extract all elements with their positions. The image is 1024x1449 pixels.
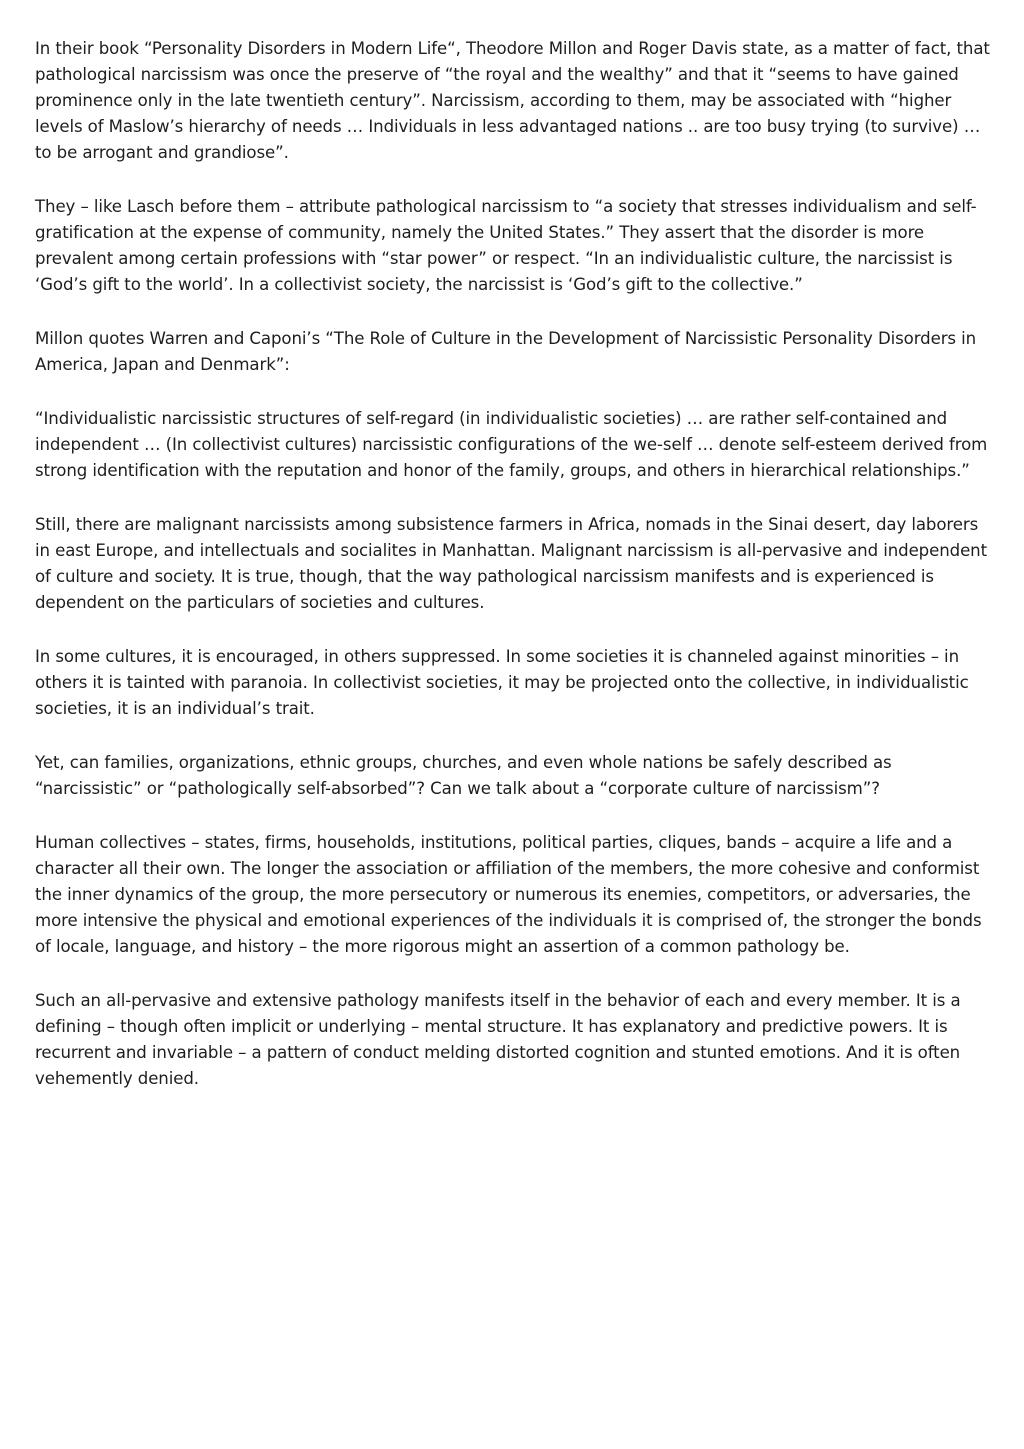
paragraph-4-quote: “Individualistic narcissistic structures of self-regard (in individualistic societies) … are rather self-contained and independent … (In collectivist cultures) narcissistic configurations of the we-self … denote self-esteem derived from strong identification with the reputation and honor of the family, groups, and others in hierarchical relationships.” xyxy=(35,409,988,480)
paragraph-9: Such an all-pervasive and extensive pathology manifests itself in the behavior of each and every member. It is a defining – though often implicit or underlying – mental structure. It has explanatory and predictive powers. It is recurrent and invariable – a pattern of conduct melding distorted cognition and stunted emotions. And it is often vehemently denied. xyxy=(35,991,961,1088)
paragraph-8: Human collectives – states, firms, households, institutions, political parties, cliques, bands – acquire a life and a character all their own. The longer the association or affiliation of the members, the more cohesive and conformist the inner dynamics of the group, the more persecutory or numerous its enemies, competitors, or adversaries, the more intensive the physical and emotional experiences of the individuals it is comprised of, the stronger the bonds of locale, language, and history – the more rigorous might an assertion of a common pathology be. xyxy=(35,833,982,956)
paragraph-6: In some cultures, it is encouraged, in others suppressed. In some societies it is channeled against minorities – in others it is tainted with paranoia. In collectivist societies, it may be projected onto the collective, in individualistic societies, it is an individual’s trait. xyxy=(35,647,969,718)
paragraph-2: They – like Lasch before them – attribute pathological narcissism to “a society that stresses individualism and self-gratification at the expense of community, namely the United States.” They assert that the disorder is more prevalent among certain professions with “star power” or respect. “In an individualistic culture, the narcissist is ‘God’s gift to the world’. In a collectivist society, the narcissist is ‘God’s gift to the collective.” xyxy=(35,197,977,294)
paragraph-5: Still, there are malignant narcissists among subsistence farmers in Africa, nomads in the Sinai desert, day laborers in east Europe, and intellectuals and socialites in Manhattan. Malignant narcissism is all-pervasive and independent of culture and society. It is true, though, that the way pathological narcissism manifests and is experienced is dependent on the particulars of societies and cultures. xyxy=(35,515,987,612)
paragraph-7: Yet, can families, organizations, ethnic groups, churches, and even whole nations be safely described as “narcissistic” or “pathologically self-absorbed”? Can we talk about a “corporate culture of narcissism”? xyxy=(35,753,892,798)
paragraph-3: Millon quotes Warren and Caponi’s “The Role of Culture in the Development of Narcissistic Personality Disorders in America, Japan and Denmark”: xyxy=(35,329,977,374)
paragraph-1: In their book “Personality Disorders in Modern Life“, Theodore Millon and Roger Davis state, as a matter of fact, that pathological narcissism was once the preserve of “the royal and the wealthy” and that it “seems to have gained prominence only in the late twentieth century”. Narcissism, according to them, may be associated with “higher levels of Maslow’s hierarchy of needs … Individuals in less advantaged nations .. are too busy trying (to survive) … to be arrogant and grandiose”. xyxy=(35,39,990,162)
document-body xyxy=(35,36,991,1120)
